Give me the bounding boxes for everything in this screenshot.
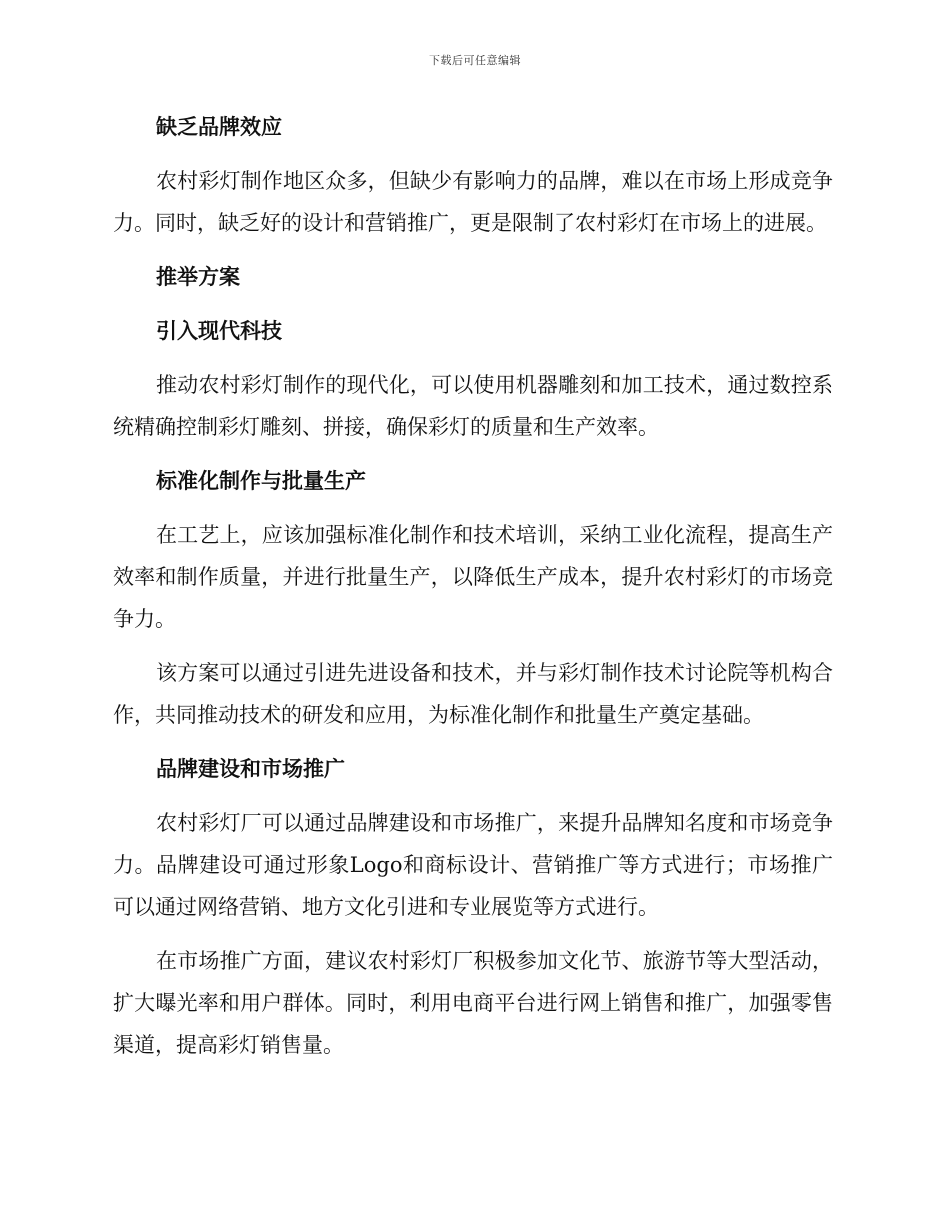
section-heading-standardization: 标准化制作与批量生产 <box>156 468 366 493</box>
section-heading-proposal: 推举方案 <box>156 264 240 289</box>
section-heading-modern-tech: 引入现代科技 <box>156 318 282 343</box>
paragraph-branding-1: 农村彩灯厂可以通过品牌建设和市场推广，来提升品牌知名度和市场竞争力。品牌建设可通过形象Logo和商标设计、营销推广等方式进行；市场推广可以通过网络营销、地方文化引进和专业展览等方式进行。 <box>113 811 833 919</box>
paragraph-branding-2: 在市场推广方面，建议农村彩灯厂积极参加文化节、旅游节等大型活动，扩大曝光率和用户群体。同时，利用电商平台进行网上销售和推广，加强零售渠道，提高彩灯销售量。 <box>113 949 833 1057</box>
paragraph-standardization-2: 该方案可以通过引进先进设备和技术，并与彩灯制作技术讨论院等机构合作，共同推动技术的研发和应用，为标准化制作和批量生产奠定基础。 <box>113 661 833 727</box>
section-heading-brand-effect: 缺乏品牌效应 <box>156 114 282 139</box>
page-header: 下载后可任意编辑 <box>429 54 521 67</box>
paragraph-standardization-1: 在工艺上，应该加强标准化制作和技术培训，采纳工业化流程，提高生产效率和制作质量，并进行批量生产，以降低生产成本，提升农村彩灯的市场竞争力。 <box>113 523 833 631</box>
document-body <box>113 106 833 1078</box>
paragraph-brand-effect: 农村彩灯制作地区众多，但缺少有影响力的品牌，难以在市场上形成竞争力。同时，缺乏好的设计和营销推广，更是限制了农村彩灯在市场上的进展。 <box>113 169 833 235</box>
section-heading-branding-marketing: 品牌建设和市场推广 <box>156 756 345 781</box>
paragraph-modern-tech: 推动农村彩灯制作的现代化，可以使用机器雕刻和加工技术，通过数控系统精确控制彩灯雕刻、拼接，确保彩灯的质量和生产效率。 <box>113 373 833 439</box>
